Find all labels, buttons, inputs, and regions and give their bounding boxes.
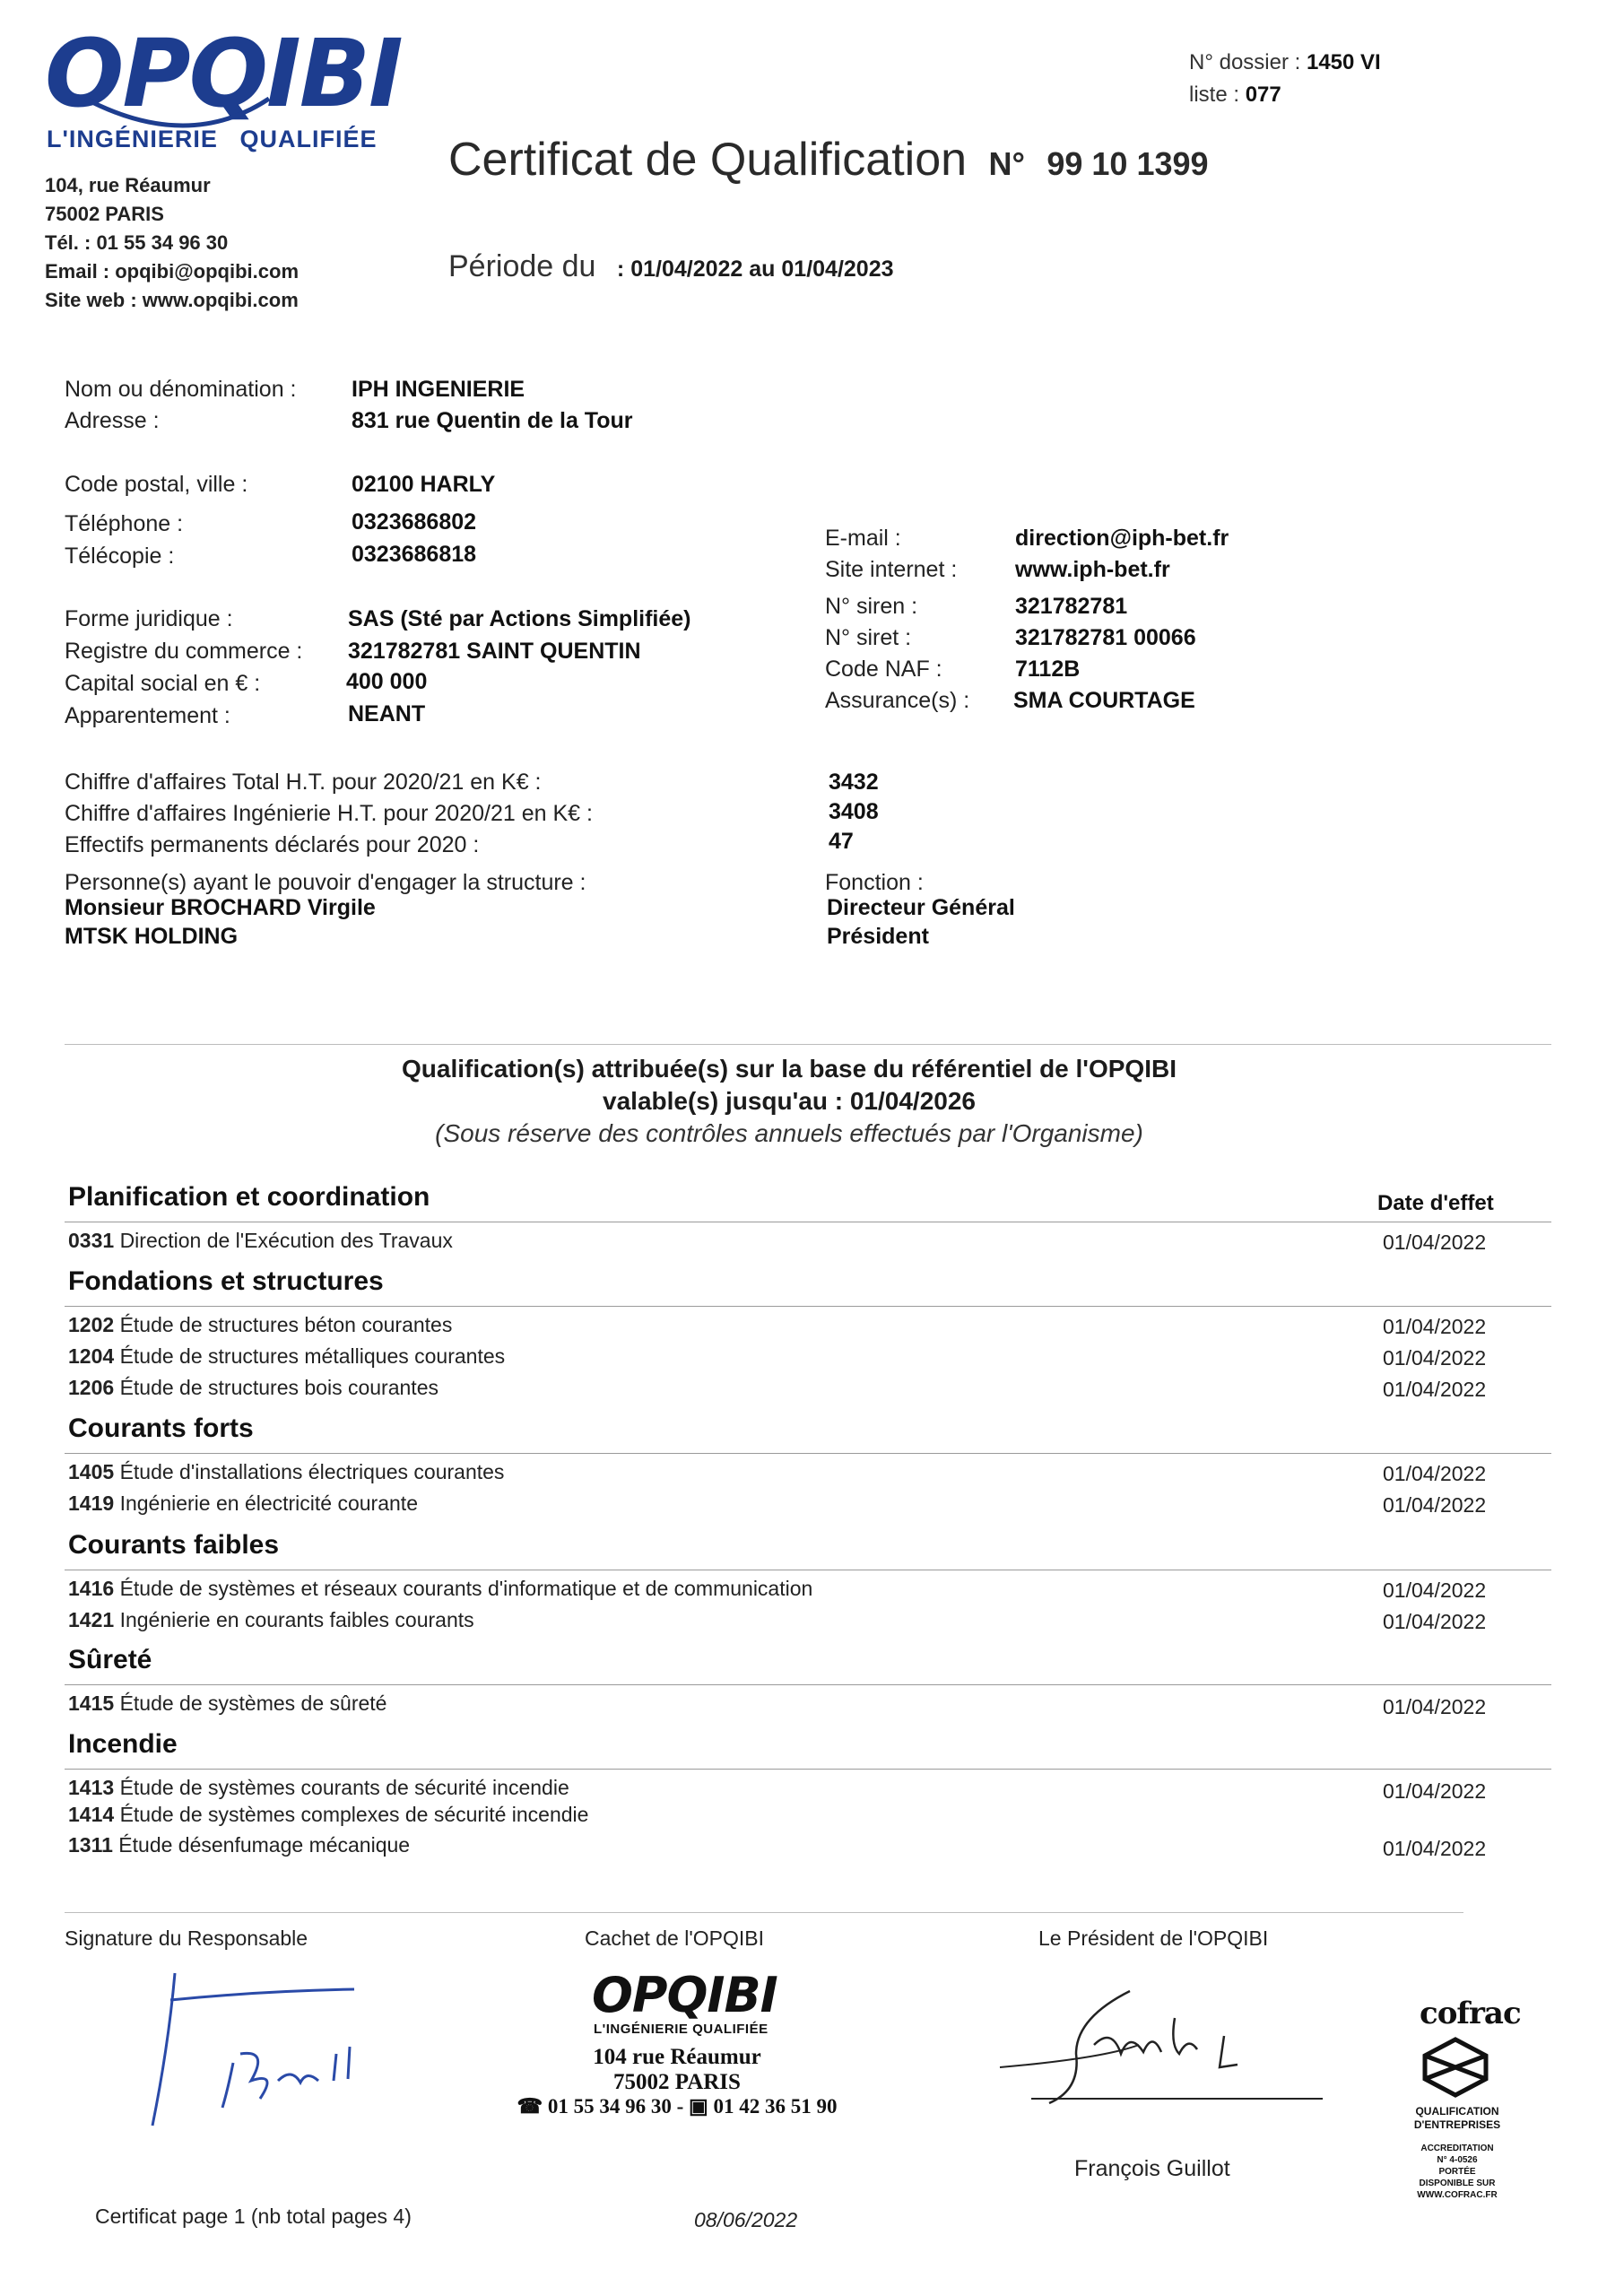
- org-address-2: 75002 PARIS: [45, 203, 164, 225]
- qualification-code: 1415: [68, 1692, 115, 1715]
- qualification-label: Étude de structures bois courantes: [119, 1376, 439, 1399]
- category-divider: [65, 1684, 1551, 1685]
- president-label: Le Président de l'OPQIBI: [1038, 1926, 1269, 1950]
- qualification-label: Étude de systèmes complexes de sécurité incendie: [119, 1803, 589, 1826]
- qualification-row: [68, 1460, 504, 1484]
- adresse-value: 831 rue Quentin de la Tour: [352, 408, 633, 433]
- signature-responsable-label: Signature du Responsable: [65, 1926, 308, 1950]
- qualifications-title-1: Qualification(s) attribuée(s) sur la base du référentiel de l'OPQIBI: [402, 1055, 1177, 1083]
- capital-value: 400 000: [346, 669, 428, 694]
- category-title: Courants faibles: [68, 1530, 280, 1560]
- stamp-tagline: L'INGÉNIERIE QUALIFIÉE: [594, 2022, 769, 2037]
- category-title: Courants forts: [68, 1413, 254, 1443]
- email-label: E-mail :: [825, 526, 901, 551]
- assurance-value: SMA COURTAGE: [1013, 688, 1195, 713]
- adresse-label: Adresse :: [65, 408, 160, 433]
- siren-label: N° siren :: [825, 594, 918, 619]
- qualification-row: [68, 1776, 569, 1800]
- qualification-date: 01/04/2022: [1383, 1695, 1487, 1718]
- opqibi-logo: OPQIBI: [45, 19, 402, 128]
- periode-label: Période du: [448, 249, 596, 283]
- org-tel: Tél. : 01 55 34 96 30: [45, 231, 229, 254]
- qualification-code: 1311: [68, 1833, 113, 1857]
- qualification-label: Ingénierie en courants faibles courants: [119, 1608, 474, 1631]
- nom-label: Nom ou dénomination :: [65, 377, 297, 402]
- qualification-date: 01/04/2022: [1383, 1610, 1487, 1633]
- qualification-row: [68, 1803, 588, 1827]
- ca-ingenierie-value: 3408: [829, 799, 879, 824]
- nom-value: IPH INGENIERIE: [352, 377, 525, 402]
- qualification-code: 1419: [68, 1492, 115, 1515]
- qualification-row: [68, 1376, 439, 1400]
- forme-label: Forme juridique :: [65, 606, 233, 631]
- qualification-label: Direction de l'Exécution des Travaux: [119, 1229, 453, 1252]
- qualification-code: 1204: [68, 1344, 115, 1368]
- forme-value: SAS (Sté par Actions Simplifiée): [348, 606, 691, 631]
- qualification-row: [68, 1608, 474, 1632]
- divider: [65, 1912, 1463, 1913]
- qualification-code: 1405: [68, 1460, 115, 1483]
- qualification-code: 1206: [68, 1376, 115, 1399]
- dossier-number: [1189, 50, 1381, 75]
- email-value: direction@iph-bet.fr: [1015, 526, 1229, 551]
- qualification-code: 1416: [68, 1577, 115, 1600]
- cachet-label: Cachet de l'OPQIBI: [585, 1926, 764, 1950]
- category-divider: [65, 1769, 1551, 1770]
- president-signature-icon: [995, 1982, 1327, 2117]
- qualification-code: 1414: [68, 1803, 115, 1826]
- qualification-code: 0331: [68, 1229, 115, 1252]
- stamp-line-2: 75002 PARIS: [613, 2070, 741, 2094]
- divider: [65, 1044, 1551, 1045]
- certificate-title-text: Certificat de Qualification: [448, 134, 968, 186]
- liste-value: 077: [1245, 83, 1281, 107]
- logo-tagline-1: L'INGÉNIERIE: [47, 126, 218, 152]
- category-divider: [65, 1306, 1551, 1307]
- qualification-date: 01/04/2022: [1383, 1231, 1487, 1254]
- qualification-label: Étude de systèmes et réseaux courants d'informatique et de communication: [119, 1577, 813, 1600]
- cofrac-line-6: DISPONIBLE SUR: [1419, 2179, 1496, 2188]
- siret-value: 321782781 00066: [1015, 625, 1196, 650]
- qualification-code: 1413: [68, 1776, 115, 1799]
- org-address-1: 104, rue Réaumur: [45, 174, 211, 196]
- qualification-row: [68, 1313, 452, 1337]
- dossier-liste: [1189, 83, 1281, 108]
- cp-value: 02100 HARLY: [352, 472, 496, 497]
- person-fonction-2: Président: [827, 924, 929, 949]
- capital-label: Capital social en € :: [65, 671, 261, 696]
- fax-label: Télécopie :: [65, 544, 175, 569]
- ca-ingenierie-label: Chiffre d'affaires Ingénierie H.T. pour 2020/21 en K€ :: [65, 801, 593, 826]
- certificate-title: [448, 133, 1209, 187]
- org-web: Site web : www.opqibi.com: [45, 289, 299, 311]
- qualification-date: 01/04/2022: [1383, 1493, 1487, 1517]
- tel-value: 0323686802: [352, 509, 477, 535]
- qualification-date: 01/04/2022: [1383, 1378, 1487, 1401]
- person-name-2: MTSK HOLDING: [65, 924, 239, 949]
- periode-value: : 01/04/2022 au 01/04/2023: [616, 257, 894, 282]
- liste-label: liste :: [1189, 83, 1240, 107]
- effectifs-label: Effectifs permanents déclarés pour 2020 :: [65, 832, 480, 857]
- apparentement-label: Apparentement :: [65, 703, 230, 728]
- qualifications-subtitle: (Sous réserve des contrôles annuels effectués par l'Organisme): [435, 1119, 1143, 1147]
- stamp-logo: OPQIBI: [592, 1967, 777, 2023]
- qualification-label: Étude de systèmes courants de sécurité incendie: [119, 1776, 569, 1799]
- category-title: Planification et coordination: [68, 1182, 430, 1212]
- cofrac-line-1: QUALIFICATION: [1415, 2105, 1499, 2118]
- logo-tagline-2: QUALIFIÉE: [239, 126, 378, 152]
- certificate-periode: [448, 249, 894, 284]
- siret-label: N° siret :: [825, 625, 912, 650]
- cofrac-line-2: D'ENTREPRISES: [1413, 2118, 1501, 2131]
- qualifications-title-2: valable(s) jusqu'au : 01/04/2026: [603, 1087, 976, 1115]
- apparentement-value: NEANT: [348, 701, 426, 726]
- fax-value: 0323686818: [352, 542, 477, 567]
- stamp-line-1: 104 rue Réaumur: [593, 2045, 761, 2069]
- person-fonction-1: Directeur Général: [827, 895, 1015, 920]
- qualification-code: 1421: [68, 1608, 115, 1631]
- persons-label: Personne(s) ayant le pouvoir d'engager la structure :: [65, 870, 586, 895]
- cofrac-line-4: N° 4-0526: [1437, 2155, 1478, 2165]
- org-email: Email : opqibi@opqibi.com: [45, 260, 300, 283]
- qualification-label: Étude d'installations électriques courantes: [119, 1460, 505, 1483]
- assurance-label: Assurance(s) :: [825, 688, 970, 713]
- cofrac-line-5: PORTÉE: [1438, 2167, 1476, 2177]
- qualification-date: 01/04/2022: [1383, 1779, 1487, 1803]
- siren-value: 321782781: [1015, 594, 1128, 619]
- site-label: Site internet :: [825, 557, 958, 582]
- footer-date: 08/06/2022: [694, 2208, 798, 2231]
- ca-total-label: Chiffre d'affaires Total H.T. pour 2020/21 en K€ :: [65, 770, 542, 795]
- certificate-number: 99 10 1399: [1046, 145, 1209, 182]
- responsable-signature-icon: [135, 1964, 404, 2135]
- site-value: www.iph-bet.fr: [1015, 557, 1170, 582]
- category-title: Sûreté: [68, 1645, 152, 1674]
- qualification-code: 1202: [68, 1313, 115, 1336]
- qualification-label: Ingénierie en électricité courante: [119, 1492, 418, 1515]
- cofrac-line-3: ACCREDITATION: [1420, 2144, 1494, 2153]
- qualification-row: [68, 1229, 453, 1253]
- president-name: François Guillot: [1074, 2156, 1230, 2181]
- date-effet-header: Date d'effet: [1377, 1191, 1494, 1215]
- qualification-row: [68, 1833, 410, 1857]
- logo-tagline: [47, 126, 377, 153]
- qualification-date: 01/04/2022: [1383, 1315, 1487, 1338]
- fonction-label: Fonction :: [825, 870, 924, 895]
- category-divider: [65, 1453, 1551, 1454]
- qualification-label: Étude désenfumage mécanique: [118, 1833, 411, 1857]
- rcs-label: Registre du commerce :: [65, 639, 303, 664]
- qualification-label: Étude de structures béton courantes: [119, 1313, 453, 1336]
- qualification-date: 01/04/2022: [1383, 1837, 1487, 1860]
- qualification-label: Étude de structures métalliques courantes: [119, 1344, 506, 1368]
- cofrac-line-7: WWW.COFRAC.FR: [1417, 2190, 1498, 2200]
- effectifs-value: 47: [829, 829, 854, 854]
- category-title: Fondations et structures: [68, 1266, 384, 1296]
- rcs-value: 321782781 SAINT QUENTIN: [348, 639, 641, 664]
- certificate-number-label: N°: [988, 145, 1025, 182]
- naf-label: Code NAF :: [825, 657, 942, 682]
- tel-label: Téléphone :: [65, 511, 184, 536]
- footer-page: Certificat page 1 (nb total pages 4): [95, 2205, 412, 2228]
- qualification-row: [68, 1577, 812, 1601]
- category-title: Incendie: [68, 1729, 178, 1759]
- qualification-date: 01/04/2022: [1383, 1346, 1487, 1370]
- ca-total-value: 3432: [829, 770, 879, 795]
- qualification-row: [68, 1492, 418, 1516]
- qualification-row: [68, 1344, 505, 1369]
- cofrac-emblem-icon: [1420, 2036, 1491, 2099]
- qualification-row: [68, 1692, 386, 1716]
- cp-label: Code postal, ville :: [65, 472, 248, 497]
- person-name-1: Monsieur BROCHARD Virgile: [65, 895, 376, 920]
- dossier-value: 1450 VI: [1306, 50, 1381, 74]
- stamp-line-3: ☎ 01 55 34 96 30 - ▣ 01 42 36 51 90: [517, 2095, 838, 2118]
- naf-value: 7112B: [1015, 657, 1081, 682]
- qualification-date: 01/04/2022: [1383, 1462, 1487, 1485]
- cofrac-logo: cofrac: [1420, 1996, 1521, 2031]
- qualification-label: Étude de systèmes de sûreté: [119, 1692, 387, 1715]
- dossier-label: N° dossier :: [1189, 50, 1301, 74]
- qualification-date: 01/04/2022: [1383, 1578, 1487, 1602]
